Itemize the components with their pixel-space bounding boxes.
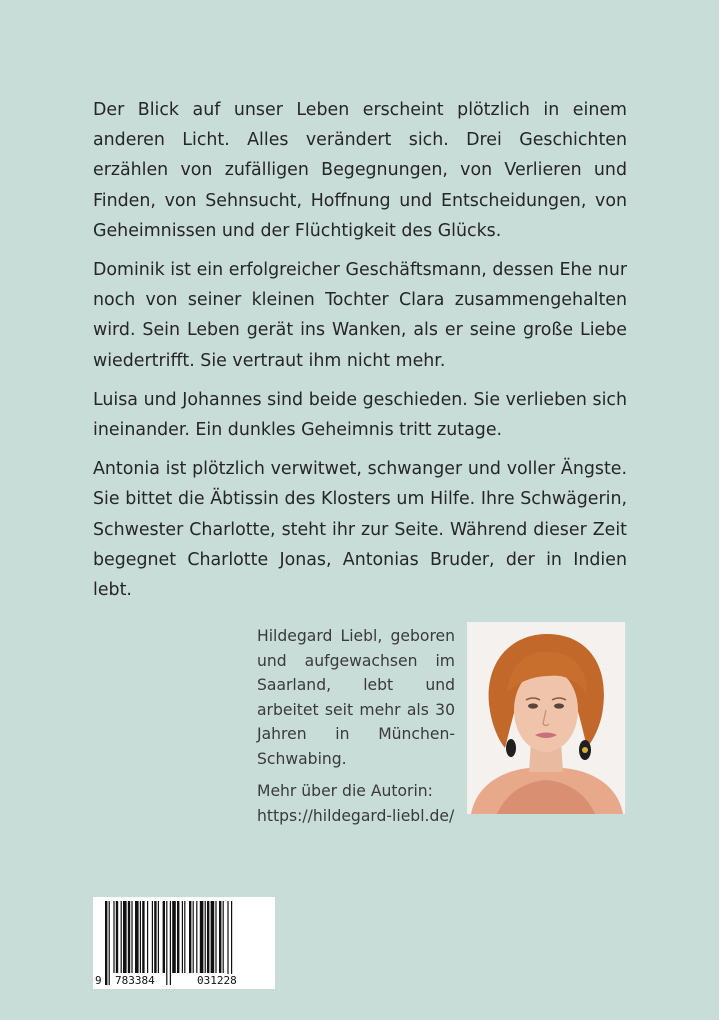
barcode-bar bbox=[128, 901, 130, 973]
barcode-digits bbox=[93, 971, 275, 987]
barcode-bar bbox=[123, 901, 127, 973]
barcode-bar bbox=[113, 901, 114, 973]
barcode-bar bbox=[182, 901, 183, 973]
blurb-paragraph-intro: Der Blick auf unser Leben erscheint plötzlich in einem anderen Licht. Alles verändert sich. Drei Geschichten erzählen von zufälligen Begegnungen, von Verlieren und Finden, von Sehnsucht, Hoffnung und Entscheidungen, von Geheimnissen und der Flüchtigkeit des Glücks. bbox=[93, 100, 627, 241]
author-bio: Hildegard Liebl, geboren und aufgewachsen im Saarland, lebt und arbeitet seit mehr als 30 Jahren in München-Schwabing. bbox=[257, 627, 455, 768]
barcode-bar bbox=[140, 901, 141, 973]
author-portrait-illustration bbox=[467, 622, 625, 814]
blurb-paragraph-dominik: Dominik ist ein erfolgreicher Geschäftsmann, dessen Ehe nur noch von seiner kleinen Tochter Clara zusammengehalten wird. Sein Leben gerät ins Wanken, als er seine große Liebe wiedertrifft. Sie vertraut ihm nicht mehr. bbox=[93, 260, 627, 371]
blurb-paragraph-luisa: Luisa und Johannes sind beide geschieden. Sie verlieben sich ineinander. Ein dunkles Geheimnis tritt zutage. bbox=[93, 389, 627, 441]
barcode-digits-right: 031228 bbox=[197, 974, 237, 987]
barcode-bar bbox=[211, 901, 215, 973]
isbn-barcode bbox=[93, 897, 275, 989]
blurb-paragraph-antonia: Antonia ist plötzlich verwitwet, schwanger und voller Ängste. Sie bittet die Äbtissin des Klosters um Hilfe. Ihre Schwägerin, Schwester Charlotte, steht ihr zur Seite. Während dieser Zeit begegnet Charlotte Jonas, Antonias Bruder, der in Indien lebt. bbox=[93, 459, 627, 601]
barcode-bar bbox=[147, 901, 148, 973]
barcode-bar bbox=[177, 901, 179, 973]
barcode-bar bbox=[205, 901, 206, 973]
barcode-bar bbox=[215, 901, 216, 973]
back-cover-blurb bbox=[93, 95, 627, 614]
author-more-label: Mehr über die Autorin: bbox=[257, 782, 433, 800]
barcode-bar bbox=[207, 901, 209, 973]
author-website-link[interactable]: https://hildegard-liebl.de/ bbox=[257, 806, 455, 825]
barcode-bar bbox=[152, 901, 153, 973]
barcode-digit-first: 9 bbox=[95, 974, 102, 987]
barcode-bar bbox=[223, 901, 224, 973]
barcode-bar bbox=[116, 901, 118, 973]
barcode-digits-left: 783384 bbox=[115, 974, 155, 987]
barcode-bar bbox=[158, 901, 159, 973]
author-photo bbox=[467, 622, 625, 814]
author-info bbox=[257, 624, 455, 828]
barcode-bar bbox=[172, 901, 176, 973]
barcode-bar bbox=[196, 901, 197, 973]
barcode-bar bbox=[219, 901, 221, 973]
barcode-bar bbox=[189, 901, 191, 973]
barcode-bar bbox=[200, 901, 204, 973]
barcode-bar bbox=[135, 901, 139, 973]
barcode-bar bbox=[131, 901, 132, 973]
barcode-bar bbox=[193, 901, 194, 973]
barcode-bar bbox=[142, 901, 144, 973]
barcode-bar bbox=[184, 901, 185, 973]
barcode-bar bbox=[154, 901, 156, 973]
barcode-bar bbox=[121, 901, 122, 973]
barcode-bar bbox=[163, 901, 165, 973]
